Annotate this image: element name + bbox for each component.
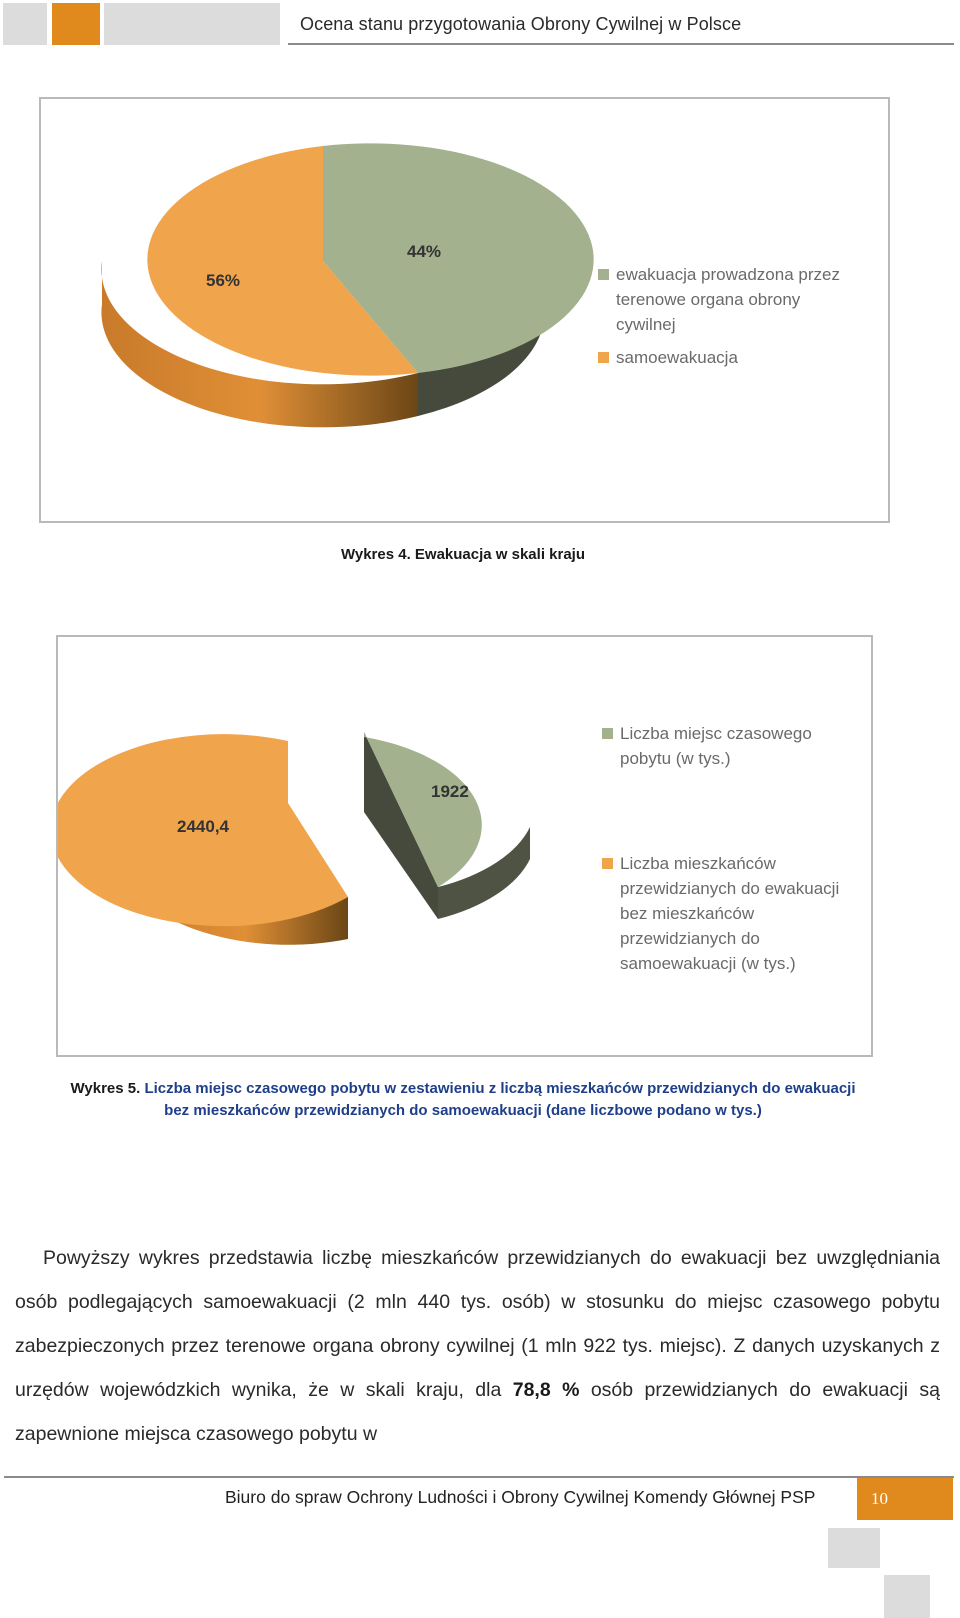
legend-text: samoewakuacja bbox=[616, 348, 738, 367]
footer-gray-square bbox=[828, 1528, 880, 1568]
header-title: Ocena stanu przygotowania Obrony Cywilnej w Polsce bbox=[300, 14, 742, 34]
legend-text: przewidzianych do ewakuacji bbox=[620, 879, 840, 898]
chart1-legend-item-ewakuacja bbox=[598, 262, 840, 337]
legend-text: Liczba mieszkańców bbox=[620, 854, 776, 873]
chart2-data-label-mieszkancy: 2440,4 bbox=[177, 817, 229, 836]
legend-swatch-green bbox=[602, 728, 613, 739]
chart2-caption bbox=[0, 1078, 926, 1122]
chart2-legend-item-miejsca bbox=[602, 721, 839, 771]
header-gray-block-right bbox=[104, 3, 280, 45]
legend-text: samoewakuacji (w tys.) bbox=[620, 954, 796, 973]
legend-swatch-green bbox=[598, 269, 609, 280]
footer-gray-square bbox=[884, 1575, 930, 1618]
chart1-legend-item-samoewakuacja bbox=[598, 345, 840, 370]
chart2-caption-text1: Liczba miejsc czasowego pobytu w zestawieniu z liczbą mieszkańców przewidzianych do ewakuacji bbox=[144, 1080, 856, 1097]
legend-text: bez mieszkańców bbox=[620, 904, 755, 923]
legend-text: ewakuacja prowadzona przez bbox=[616, 265, 840, 284]
legend-text: Liczba miejsc czasowego bbox=[620, 724, 812, 743]
chart1-frame bbox=[39, 97, 890, 523]
chart2-caption-line2: bez mieszkańców przewidzianych do samoewakuacji (dane liczbowe podano w tys.) bbox=[164, 1102, 762, 1119]
chart2-frame bbox=[56, 635, 873, 1057]
footer-text: Biuro do spraw Ochrony Ludności i Obrony Cywilnej Komendy Głównej PSP bbox=[225, 1487, 816, 1507]
body-text-end: osób przewidzianych do ewakuacji są zapewnione miejsca czasowego pobytu w bbox=[15, 1379, 940, 1445]
page-number: 10 bbox=[857, 1478, 953, 1520]
chart2-data-label-miejsca: 1922 bbox=[431, 782, 469, 801]
body-text-start: Powyższy wykres przedstawia liczbę mieszkańców przewidzianych do ewakuacji bez uwzględniania osób podlegających samoewakuacji (2 mln 440 tys. osób) w stosunku do miejsc czasowego pobytu zabezpieczonych przez terenowe organa obrony cywilnej (1 mln 922 tys. miejsc). Z danych uzyskanych z urzędów wojewódzkich wynika, że w skali kraju, dla bbox=[15, 1247, 940, 1401]
legend-swatch-orange bbox=[598, 352, 609, 363]
chart1-legend bbox=[598, 262, 840, 370]
legend-text: pobytu (w tys.) bbox=[620, 749, 731, 768]
footer-rule bbox=[4, 1476, 954, 1478]
header-rule bbox=[288, 43, 954, 45]
chart2-caption-prefix: Wykres 5. bbox=[70, 1080, 141, 1097]
legend-text: przewidzianych do bbox=[620, 929, 760, 948]
chart1-pie bbox=[41, 99, 601, 499]
legend-text: cywilnej bbox=[616, 315, 676, 334]
header-gray-block-left bbox=[3, 3, 47, 45]
chart1-data-label-samoewakuacja: 56% bbox=[206, 271, 241, 290]
body-bold-percent: 78,8 % bbox=[512, 1379, 580, 1401]
chart2-legend-item-mieszkancy bbox=[602, 851, 839, 976]
chart2-caption-line1 bbox=[0, 1078, 926, 1100]
header-orange-block bbox=[52, 3, 100, 45]
legend-text: terenowe organa obrony bbox=[616, 290, 801, 309]
chart2-legend bbox=[602, 721, 839, 976]
chart1-data-label-ewakuacja: 44% bbox=[407, 242, 442, 261]
body-paragraph bbox=[15, 1236, 940, 1456]
chart2-pie bbox=[58, 637, 578, 1037]
chart1-caption: Wykres 4. Ewakuacja w skali kraju bbox=[340, 546, 586, 563]
legend-swatch-orange bbox=[602, 858, 613, 869]
